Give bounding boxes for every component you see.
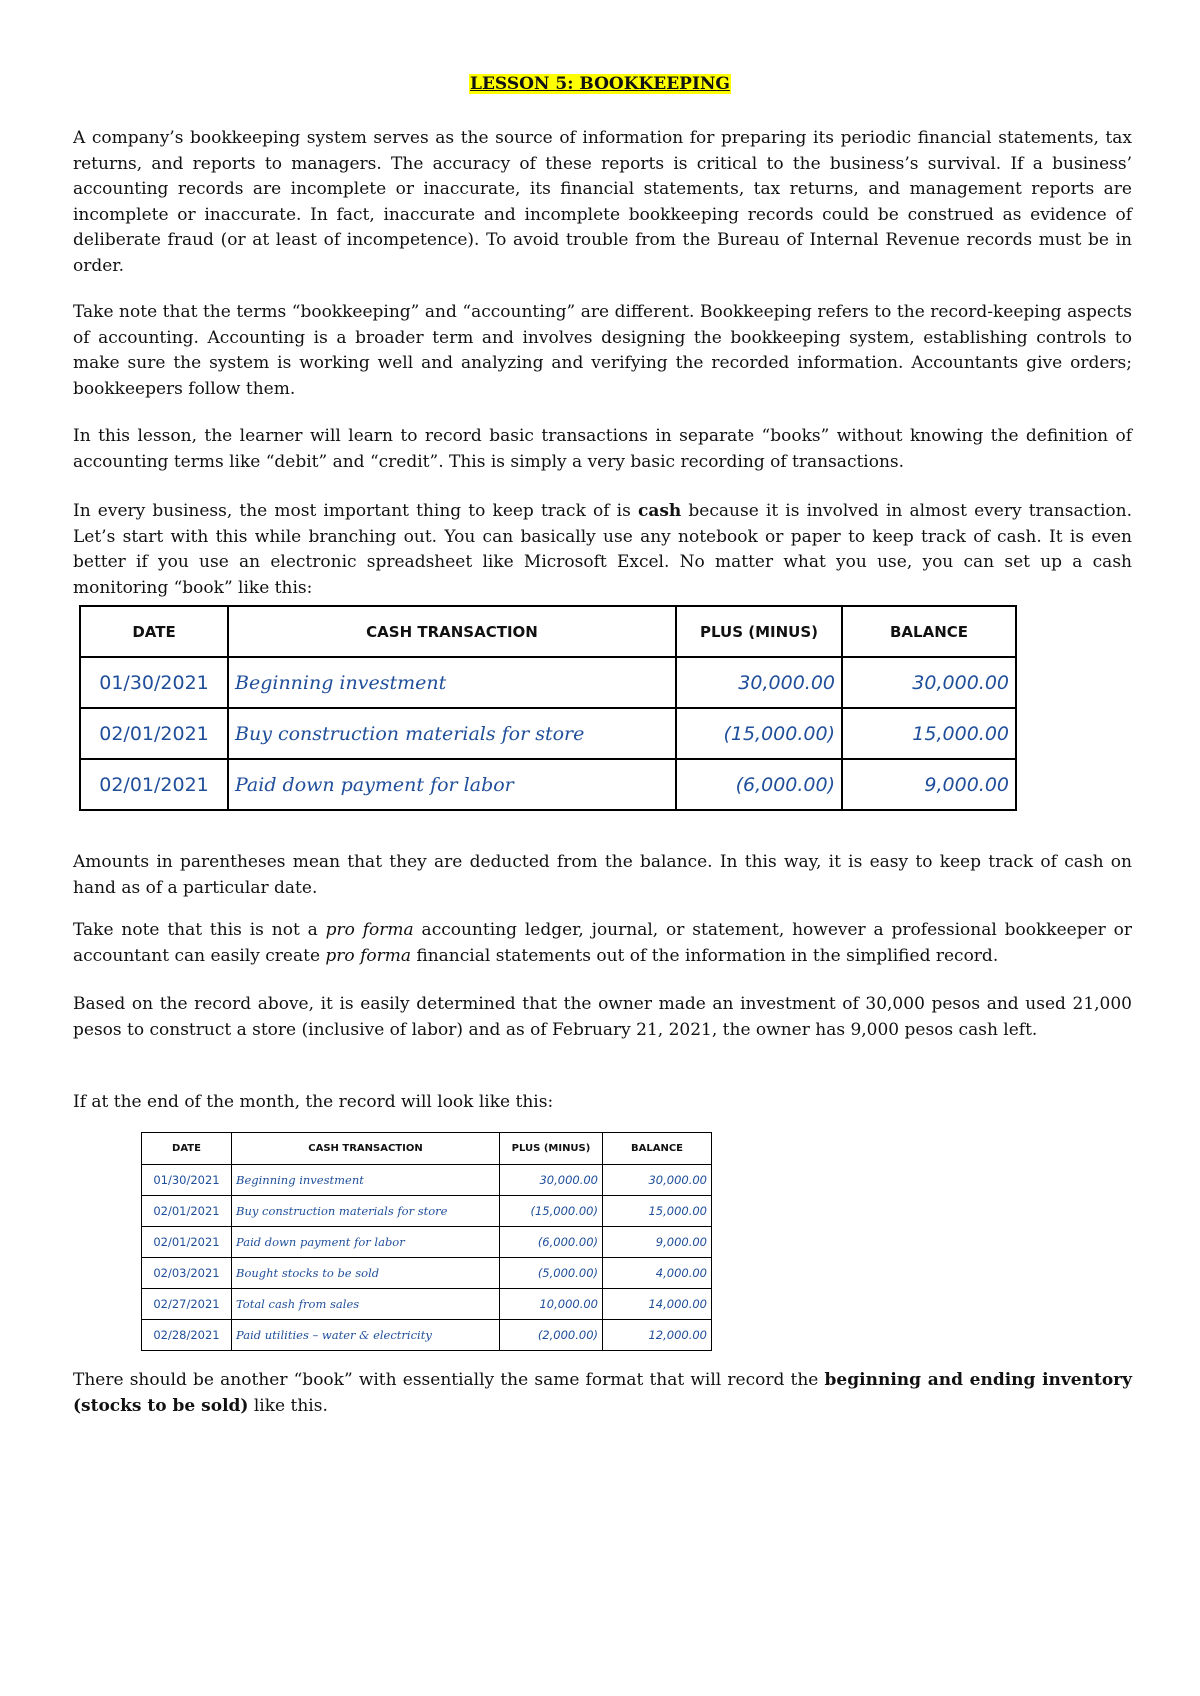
cell-amount: (2,000.00) [500,1320,603,1351]
cell-balance: 15,000.00 [842,708,1016,759]
cell-amount: 30,000.00 [500,1165,603,1196]
cell-balance: 14,000.00 [603,1289,712,1320]
cell-date: 02/01/2021 [80,708,228,759]
header-cash-transaction: CASH TRANSACTION [228,606,676,657]
table-row [142,1196,712,1227]
cell-balance: 15,000.00 [603,1196,712,1227]
cell-balance: 30,000.00 [603,1165,712,1196]
header-plus-minus: PLUS (MINUS) [676,606,842,657]
table-row [142,1289,712,1320]
table-row [142,1165,712,1196]
cell-date: 01/30/2021 [142,1165,232,1196]
table-row [80,708,1016,759]
header-plus-minus: PLUS (MINUS) [500,1133,603,1165]
cell-balance: 30,000.00 [842,657,1016,708]
cell-balance: 12,000.00 [603,1320,712,1351]
cell-transaction: Beginning investment [232,1165,500,1196]
cell-amount: (15,000.00) [500,1196,603,1227]
lesson-title: LESSON 5: BOOKKEEPING [470,74,730,94]
cell-transaction: Paid down payment for labor [228,759,676,810]
table-row [80,759,1016,810]
cell-balance: 4,000.00 [603,1258,712,1289]
cash-book-table [79,605,1017,811]
cell-transaction: Paid utilities – water & electricity [232,1320,500,1351]
cell-date: 02/03/2021 [142,1258,232,1289]
cell-amount: 10,000.00 [500,1289,603,1320]
cell-amount: (6,000.00) [676,759,842,810]
paragraph-lesson-intro: In this lesson, the learner will learn to record basic transactions in separate “books” without knowing the definition of accounting terms like “debit” and “credit”. This is simply a very basic recording of transactions. [73,426,1132,472]
cell-balance: 9,000.00 [842,759,1016,810]
table-row [142,1227,712,1258]
cell-date: 02/01/2021 [142,1196,232,1227]
table-row [142,1320,712,1351]
cell-transaction: Total cash from sales [232,1289,500,1320]
cell-transaction: Buy construction materials for store [228,708,676,759]
paragraph-end-of-month: If at the end of the month, the record will look like this: [73,1092,554,1112]
paragraph-bookkeeping-system: A company’s bookkeeping system serves as the source of information for preparing its periodic financial statements, tax returns, and reports to managers. The accuracy of these reports is critical to the business’s survival. If a business’ accounting records are incomplete or inaccurate, its financial statements, tax returns, and management reports are incomplete or inaccurate. In fact, inaccurate and incomplete bookkeeping records could be construed as evidence of deliberate fraud (or at least of incompetence). To avoid trouble from the Bureau of Internal Revenue records must be in order. [73,128,1132,276]
cell-amount: 30,000.00 [676,657,842,708]
header-balance: BALANCE [603,1133,712,1165]
cell-amount: (15,000.00) [676,708,842,759]
cell-transaction: Bought stocks to be sold [232,1258,500,1289]
cell-date: 02/01/2021 [80,759,228,810]
header-balance: BALANCE [842,606,1016,657]
cell-date: 02/27/2021 [142,1289,232,1320]
table-row [142,1258,712,1289]
end-of-month-cash-table [141,1132,712,1351]
cell-amount: (6,000.00) [500,1227,603,1258]
paragraph-pro-forma-note: Take note that this is not a pro forma accounting ledger, journal, or statement, however a professional bookkeeper or accountant can easily create pro forma financial statements out of the information in the simplified record. [73,920,1133,966]
paragraph-cash-tracking: In every business, the most important thing to keep track of is cash because it is involved in almost every transaction. Let’s start with this while branching out. You can basically use any notebook or paper to keep track of cash. It is even better if you use an electronic spreadsheet like Microsoft Excel. No matter what you use, you can set up a cash monitoring “book” like this: [73,501,1132,598]
cell-transaction: Beginning investment [228,657,676,708]
header-date: DATE [142,1133,232,1165]
header-date: DATE [80,606,228,657]
paragraph-record-summary: Based on the record above, it is easily determined that the owner made an investment of 30,000 pesos and used 21,000 pesos to construct a store (inclusive of labor) and as of February 21, 2021, the owner has 9,000 pesos cash left. [73,994,1132,1040]
paragraph-bookkeeping-vs-accounting: Take note that the terms “bookkeeping” and “accounting” are different. Bookkeeping refers to the record-keeping aspects of accounting. Accounting is a broader term and involves designing the bookkeeping system, establishing controls to make sure the system is working well and analyzing and verifying the recorded information. Accountants give orders; bookkeepers follow them. [73,302,1132,399]
table-row [80,657,1016,708]
cell-date: 02/28/2021 [142,1320,232,1351]
cell-balance: 9,000.00 [603,1227,712,1258]
table-header-row [142,1133,712,1165]
cell-amount: (5,000.00) [500,1258,603,1289]
paragraph-parentheses-note: Amounts in parentheses mean that they are deducted from the balance. In this way, it is easy to keep track of cash on hand as of a particular date. [73,852,1132,898]
cell-transaction: Buy construction materials for store [232,1196,500,1227]
cell-date: 02/01/2021 [142,1227,232,1258]
paragraph-inventory-book: There should be another “book” with essentially the same format that will record the beginning and ending inventory (stocks to be sold) like this. [73,1370,1132,1416]
table-header-row [80,606,1016,657]
cell-transaction: Paid down payment for labor [232,1227,500,1258]
header-cash-transaction: CASH TRANSACTION [232,1133,500,1165]
cell-date: 01/30/2021 [80,657,228,708]
